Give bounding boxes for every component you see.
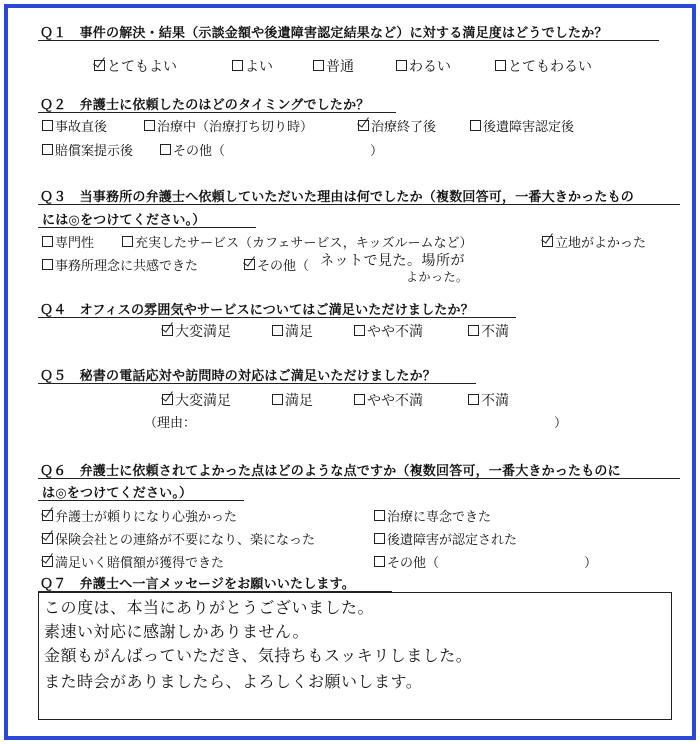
- checkbox-icon: [468, 325, 479, 336]
- q4-option-very-satisfied[interactable]: 大変満足: [162, 321, 231, 341]
- checkbox-icon: [354, 394, 365, 405]
- q2-close-paren: ）: [370, 144, 384, 159]
- survey-frame: [4, 4, 696, 740]
- checkbox-icon: [144, 120, 155, 131]
- q3-option-expertise[interactable]: 専門性: [42, 232, 94, 251]
- q6-option-other[interactable]: その他（: [374, 552, 439, 571]
- checkbox-checked-icon: [42, 533, 53, 544]
- q4-underline: [38, 317, 516, 318]
- checkbox-checked-icon: [542, 236, 553, 247]
- q7-message-line3: 金額もがんばっていただき、気持ちもスッキリしました。: [44, 646, 473, 665]
- checkbox-icon: [468, 394, 479, 405]
- q6-underline-2: [38, 500, 244, 501]
- q6-option-reliable[interactable]: 弁護士が頼りになり心強かった: [42, 506, 237, 525]
- checkbox-icon: [160, 144, 171, 155]
- q7-message-line4: また時会がありましたら、よろしくお願いします。: [44, 672, 423, 691]
- q2-option-right-after[interactable]: 事故直後: [42, 116, 107, 135]
- checkbox-checked-icon: [42, 510, 53, 521]
- q3-option-location[interactable]: 立地がよかった: [542, 232, 646, 251]
- q6-close-paren: ）: [584, 556, 598, 571]
- q3-question-line1: Ｑ３ 当事務所の弁護士へ依頼していただいた理由は何でしたか（複数回答可，一番大きかったもの: [40, 190, 635, 205]
- checkbox-icon: [396, 60, 407, 71]
- q7-message-line2: 素速い対応に感謝しかありません。: [44, 622, 309, 641]
- checkbox-icon: [272, 325, 283, 336]
- checkbox-icon: [374, 533, 385, 544]
- checkbox-icon: [374, 556, 385, 567]
- q1-option-good[interactable]: よい: [232, 56, 273, 76]
- checkbox-icon: [374, 510, 385, 521]
- checkbox-icon: [42, 259, 53, 270]
- q5-question: Ｑ５ 秘書の電話応対や訪問時の対応はご満足いただけましたか？: [40, 369, 437, 384]
- q6-option-focus-treatment[interactable]: 治療に専念できた: [374, 506, 491, 525]
- q5-option-dissatisfied[interactable]: 不満: [468, 390, 509, 410]
- checkbox-checked-icon: [42, 556, 53, 567]
- checkbox-checked-icon: [162, 325, 173, 336]
- q6-option-certified[interactable]: 後遺障害が認定された: [374, 529, 517, 548]
- q2-option-other[interactable]: その他（: [160, 140, 225, 159]
- q1-option-bad[interactable]: わるい: [396, 56, 451, 76]
- q3-underline-1: [38, 204, 680, 205]
- q6-question-line2: は◎をつけてください。）: [42, 486, 193, 501]
- q3-handwritten-line2: よかった。: [406, 270, 469, 284]
- checkbox-icon: [495, 60, 506, 71]
- q5-option-very-satisfied[interactable]: 大変満足: [162, 390, 231, 410]
- q2-option-after-offer[interactable]: 賠償案提示後: [42, 140, 133, 159]
- checkbox-checked-icon: [94, 60, 105, 71]
- q7-question: Ｑ７ 弁護士へ一言メッセージをお願いいたします。: [40, 577, 355, 592]
- checkbox-icon: [354, 325, 365, 336]
- checkbox-checked-icon: [162, 394, 173, 405]
- q2-option-after-certification[interactable]: 後遺障害認定後: [470, 116, 574, 135]
- q3-option-philosophy[interactable]: 事務所理念に共感できた: [42, 255, 198, 274]
- q2-question: Ｑ２ 弁護士に依頼したのはどのタイミングでしたか？: [40, 98, 370, 113]
- q3-option-service[interactable]: 充実したサービス（カフェサービス，キッズルームなど）: [122, 232, 472, 251]
- q3-option-other[interactable]: その他（: [244, 255, 309, 274]
- checkbox-icon: [232, 60, 243, 71]
- q3-question-line2: には◎をつけてください。）: [42, 213, 206, 228]
- checkbox-icon: [42, 144, 53, 155]
- q5-option-somewhat-dissatisfied[interactable]: やや不満: [354, 390, 423, 410]
- q2-option-after-treatment[interactable]: 治療終了後: [358, 116, 436, 135]
- q4-question: Ｑ４ オフィスの雰囲気やサービスについてはご満足いただけましたか？: [40, 303, 474, 318]
- checkbox-checked-icon: [244, 259, 255, 270]
- q1-option-normal[interactable]: 普通: [313, 56, 354, 76]
- checkbox-icon: [313, 60, 324, 71]
- q3-handwritten-line1: ネットで見た。場所が: [320, 253, 465, 269]
- q5-underline: [38, 383, 476, 384]
- checkbox-icon: [42, 236, 53, 247]
- q6-option-no-insurance-contact[interactable]: 保険会社との連絡が不要になり、楽になった: [42, 529, 315, 548]
- q2-option-during[interactable]: 治療中（治療打ち切り時）: [144, 116, 313, 135]
- checkbox-icon: [122, 236, 133, 247]
- checkbox-icon: [272, 394, 283, 405]
- q4-option-satisfied[interactable]: 満足: [272, 321, 313, 341]
- q6-underline-1: [38, 478, 680, 479]
- q4-option-somewhat-dissatisfied[interactable]: やや不満: [354, 321, 423, 341]
- q4-option-dissatisfied[interactable]: 不満: [468, 321, 509, 341]
- q1-underline: [38, 40, 659, 41]
- checkbox-icon: [470, 120, 481, 131]
- q1-option-very-good[interactable]: とてもよい: [94, 56, 177, 76]
- q7-message-line1: この度は、本当にありがとうございました。: [44, 598, 375, 617]
- checkbox-checked-icon: [358, 120, 369, 131]
- q1-question: Ｑ１ 事件の解決・結果（示談金額や後遺障害認定結果など）に対する満足度はどうでしたか？: [40, 26, 608, 41]
- checkbox-icon: [42, 120, 53, 131]
- q5-option-satisfied[interactable]: 満足: [272, 390, 313, 410]
- q6-question-line1: Ｑ６ 弁護士に依頼されてよかった点はどのような点ですか（複数回答可，一番大きかったものに: [40, 464, 621, 479]
- q1-option-very-bad[interactable]: とてもわるい: [495, 56, 592, 76]
- q6-option-compensation[interactable]: 満足いく賠償額が獲得できた: [42, 552, 224, 571]
- q3-underline-2: [38, 227, 256, 228]
- q5-reason-label: （理由：: [144, 416, 197, 431]
- q5-reason-close: ）: [554, 416, 568, 431]
- q2-underline: [38, 112, 396, 113]
